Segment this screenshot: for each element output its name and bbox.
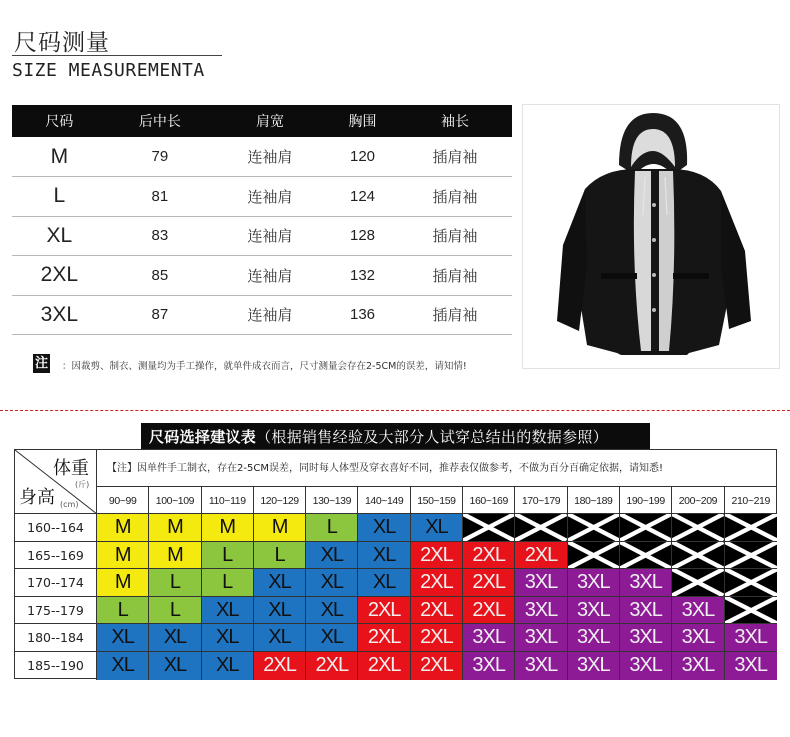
- size-cell: 2XL: [358, 624, 410, 651]
- cell-shoulder: 连袖肩: [213, 256, 327, 296]
- size-cell: L: [306, 514, 358, 541]
- size-cell: XL: [149, 652, 201, 680]
- size-cell: 3XL: [515, 624, 567, 651]
- chart-corner-header: [15, 450, 97, 514]
- cross-mark-icon: [568, 542, 619, 569]
- size-cell: XL: [358, 514, 410, 541]
- size-table-row: [12, 137, 512, 177]
- unavailable-cell: [672, 542, 724, 569]
- cross-mark-icon: [725, 514, 777, 541]
- col-header-chest: 胸围: [327, 105, 398, 137]
- weight-header-cell: 210~219: [731, 495, 770, 507]
- cross-mark-icon: [725, 542, 777, 569]
- weight-header-cell: 180~189: [568, 487, 620, 514]
- size-cell: XL: [254, 597, 306, 624]
- size-cell: XL: [306, 624, 358, 651]
- size-cell: M: [254, 514, 306, 541]
- unavailable-cell: [672, 569, 724, 596]
- cross-mark-icon: [620, 542, 671, 569]
- cell-size: 2XL: [12, 256, 107, 296]
- cell-sleeve: 插肩袖: [398, 256, 512, 296]
- cell-length: 87: [107, 295, 213, 335]
- height-range-label: 175--179: [15, 597, 97, 624]
- height-row: [15, 569, 777, 597]
- size-cell: XL: [306, 569, 358, 596]
- size-cell: 2XL: [411, 624, 463, 651]
- cell-chest: 120: [327, 137, 398, 177]
- size-cell: 3XL: [672, 624, 724, 651]
- size-cell: 2XL: [515, 542, 567, 569]
- height-range-label: 170--174: [15, 569, 97, 596]
- size-cell: 3XL: [515, 652, 567, 680]
- size-cell: 3XL: [568, 652, 620, 680]
- cell-sleeve: 插肩袖: [398, 137, 512, 177]
- size-cell: L: [149, 597, 201, 624]
- measurement-note: ：因裁剪、制衣、测量均为手工操作，就单件成衣而言，尺寸测量会存在2-5CM的误差，请知情!: [62, 361, 467, 372]
- size-cell: 3XL: [725, 624, 777, 651]
- weight-header-cell: 160~169: [463, 487, 515, 514]
- unavailable-cell: [620, 514, 672, 541]
- cell-chest: 124: [327, 177, 398, 217]
- weight-unit: (斤): [75, 480, 90, 489]
- cell-shoulder: 连袖肩: [213, 216, 327, 256]
- size-cell: M: [149, 514, 201, 541]
- unavailable-cell: [568, 542, 620, 569]
- size-cell: XL: [358, 569, 410, 596]
- cell-sleeve: 插肩袖: [398, 216, 512, 256]
- size-cell: 2XL: [358, 597, 410, 624]
- size-cell: L: [149, 569, 201, 596]
- height-row: [15, 597, 777, 625]
- size-table-row: [12, 216, 512, 256]
- unavailable-cell: [725, 514, 777, 541]
- cross-mark-icon: [620, 514, 671, 541]
- section-title: 尺码测量: [14, 30, 110, 56]
- unavailable-cell: [620, 542, 672, 569]
- height-range-label: 165--169: [15, 542, 97, 569]
- size-table-row: [12, 177, 512, 217]
- size-cell: 2XL: [463, 569, 515, 596]
- cell-sleeve: 插肩袖: [398, 177, 512, 217]
- size-cell: L: [202, 542, 254, 569]
- size-cell: XL: [306, 542, 358, 569]
- unavailable-cell: [672, 514, 724, 541]
- weight-header-cell: 140~149: [358, 487, 410, 514]
- unavailable-cell: [568, 514, 620, 541]
- weight-header-cell: 200~209: [672, 487, 724, 514]
- size-cell: XL: [254, 624, 306, 651]
- cell-size: M: [12, 137, 107, 177]
- size-cell: 2XL: [411, 569, 463, 596]
- weight-label: 体重: [53, 458, 89, 479]
- weight-header-cell: 110~119: [202, 487, 254, 514]
- cell-length: 83: [107, 216, 213, 256]
- size-cell: M: [97, 514, 149, 541]
- height-label: 身高: [19, 487, 55, 508]
- size-cell: L: [254, 542, 306, 569]
- size-cell: XL: [202, 597, 254, 624]
- cross-mark-icon: [463, 514, 514, 541]
- cell-chest: 136: [327, 295, 398, 335]
- height-range-label: 185--190: [15, 652, 97, 680]
- unavailable-cell: [463, 514, 515, 541]
- size-cell: M: [97, 569, 149, 596]
- size-cell: M: [202, 514, 254, 541]
- cell-size: 3XL: [12, 295, 107, 335]
- cross-mark-icon: [568, 514, 619, 541]
- col-header-sleeve: 袖长: [398, 105, 512, 137]
- weight-header-cell: 120~129: [254, 487, 306, 514]
- cross-mark-icon: [672, 514, 723, 541]
- col-header-size: 尺码: [12, 105, 107, 137]
- height-range-label: 160--164: [15, 514, 97, 541]
- size-cell: 3XL: [515, 597, 567, 624]
- size-cell: XL: [254, 569, 306, 596]
- size-cell: 2XL: [411, 652, 463, 680]
- height-row: [15, 514, 777, 542]
- size-cell: 2XL: [254, 652, 306, 680]
- size-cell: 2XL: [411, 542, 463, 569]
- col-header-shoulder: 肩宽: [213, 105, 327, 137]
- unavailable-cell: [515, 514, 567, 541]
- weight-header-cell: 130~139: [306, 487, 358, 514]
- cross-mark-icon: [725, 569, 777, 596]
- size-cell: 3XL: [463, 652, 515, 680]
- size-cell: XL: [149, 624, 201, 651]
- title-divider: [12, 55, 222, 56]
- weight-header-cell: 190~199: [620, 487, 672, 514]
- recommend-note: 【注】因单件手工制衣，存在2-5CM误差，同时每人体型及穿衣喜好不同，推荐表仅做参考，不做为百分百确定依据，请知悉!: [97, 450, 777, 487]
- cross-mark-icon: [672, 542, 723, 569]
- size-cell: XL: [306, 597, 358, 624]
- weight-header-cell: 90~99: [97, 487, 149, 514]
- height-row: [15, 624, 777, 652]
- size-table-header: [12, 105, 512, 137]
- recommend-grid: [15, 514, 777, 680]
- recommend-title: 尺码选择建议表: [149, 428, 257, 446]
- col-header-length: 后中长: [107, 105, 213, 137]
- cross-mark-icon: [672, 569, 723, 596]
- size-recommend-chart: [14, 449, 777, 679]
- weight-header-cell: 150~159: [411, 487, 463, 514]
- size-cell: 2XL: [411, 597, 463, 624]
- size-cell: M: [149, 542, 201, 569]
- section-separator: [0, 410, 790, 411]
- note-icon: 注: [34, 356, 48, 371]
- size-cell: 3XL: [620, 624, 672, 651]
- weight-header-cell: 170~179: [515, 487, 567, 514]
- size-cell: XL: [411, 514, 463, 541]
- cell-chest: 128: [327, 216, 398, 256]
- cell-size: L: [12, 177, 107, 217]
- size-cell: XL: [202, 624, 254, 651]
- size-cell: 3XL: [672, 597, 724, 624]
- weight-header-cell: 100~109: [149, 487, 201, 514]
- size-cell: 3XL: [568, 597, 620, 624]
- size-cell: 3XL: [725, 652, 777, 680]
- size-cell: L: [202, 569, 254, 596]
- unavailable-cell: [725, 597, 777, 624]
- cell-shoulder: 连袖肩: [213, 177, 327, 217]
- size-cell: 3XL: [620, 652, 672, 680]
- height-unit: (cm): [60, 500, 79, 509]
- recommend-subtitle: （根据销售经验及大部分人试穿总结出的数据参照）: [256, 428, 609, 446]
- size-cell: 3XL: [620, 569, 672, 596]
- unavailable-cell: [725, 569, 777, 596]
- size-cell: 3XL: [568, 624, 620, 651]
- section-subtitle: SIZE MEASUREMENTA: [12, 60, 205, 81]
- size-cell: 2XL: [358, 652, 410, 680]
- size-cell: 3XL: [515, 569, 567, 596]
- recommend-title-bar: [141, 423, 650, 451]
- size-cell: XL: [97, 652, 149, 680]
- size-cell: XL: [358, 542, 410, 569]
- weight-header-row: [97, 487, 777, 514]
- size-table-row: [12, 256, 512, 296]
- size-cell: L: [97, 597, 149, 624]
- size-cell: 3XL: [672, 652, 724, 680]
- cell-shoulder: 连袖肩: [213, 295, 327, 335]
- cell-shoulder: 连袖肩: [213, 137, 327, 177]
- cell-size: XL: [12, 216, 107, 256]
- cell-length: 79: [107, 137, 213, 177]
- height-row: [15, 652, 777, 680]
- size-cell: 3XL: [568, 569, 620, 596]
- cell-chest: 132: [327, 256, 398, 296]
- product-photo-hoodie-jacket: [522, 104, 780, 369]
- size-cell: XL: [97, 624, 149, 651]
- size-measurement-table: [12, 105, 512, 335]
- size-cell: 2XL: [463, 597, 515, 624]
- size-cell: 2XL: [306, 652, 358, 680]
- height-row: [15, 542, 777, 570]
- cell-length: 81: [107, 177, 213, 217]
- cross-mark-icon: [725, 597, 777, 624]
- cell-length: 85: [107, 256, 213, 296]
- height-range-label: 180--184: [15, 624, 97, 651]
- size-cell: M: [97, 542, 149, 569]
- size-cell: XL: [202, 652, 254, 680]
- unavailable-cell: [725, 542, 777, 569]
- size-table-row: [12, 295, 512, 335]
- cell-sleeve: 插肩袖: [398, 295, 512, 335]
- size-cell: 2XL: [463, 542, 515, 569]
- size-cell: 3XL: [463, 624, 515, 651]
- size-cell: 3XL: [620, 597, 672, 624]
- cross-mark-icon: [515, 514, 566, 541]
